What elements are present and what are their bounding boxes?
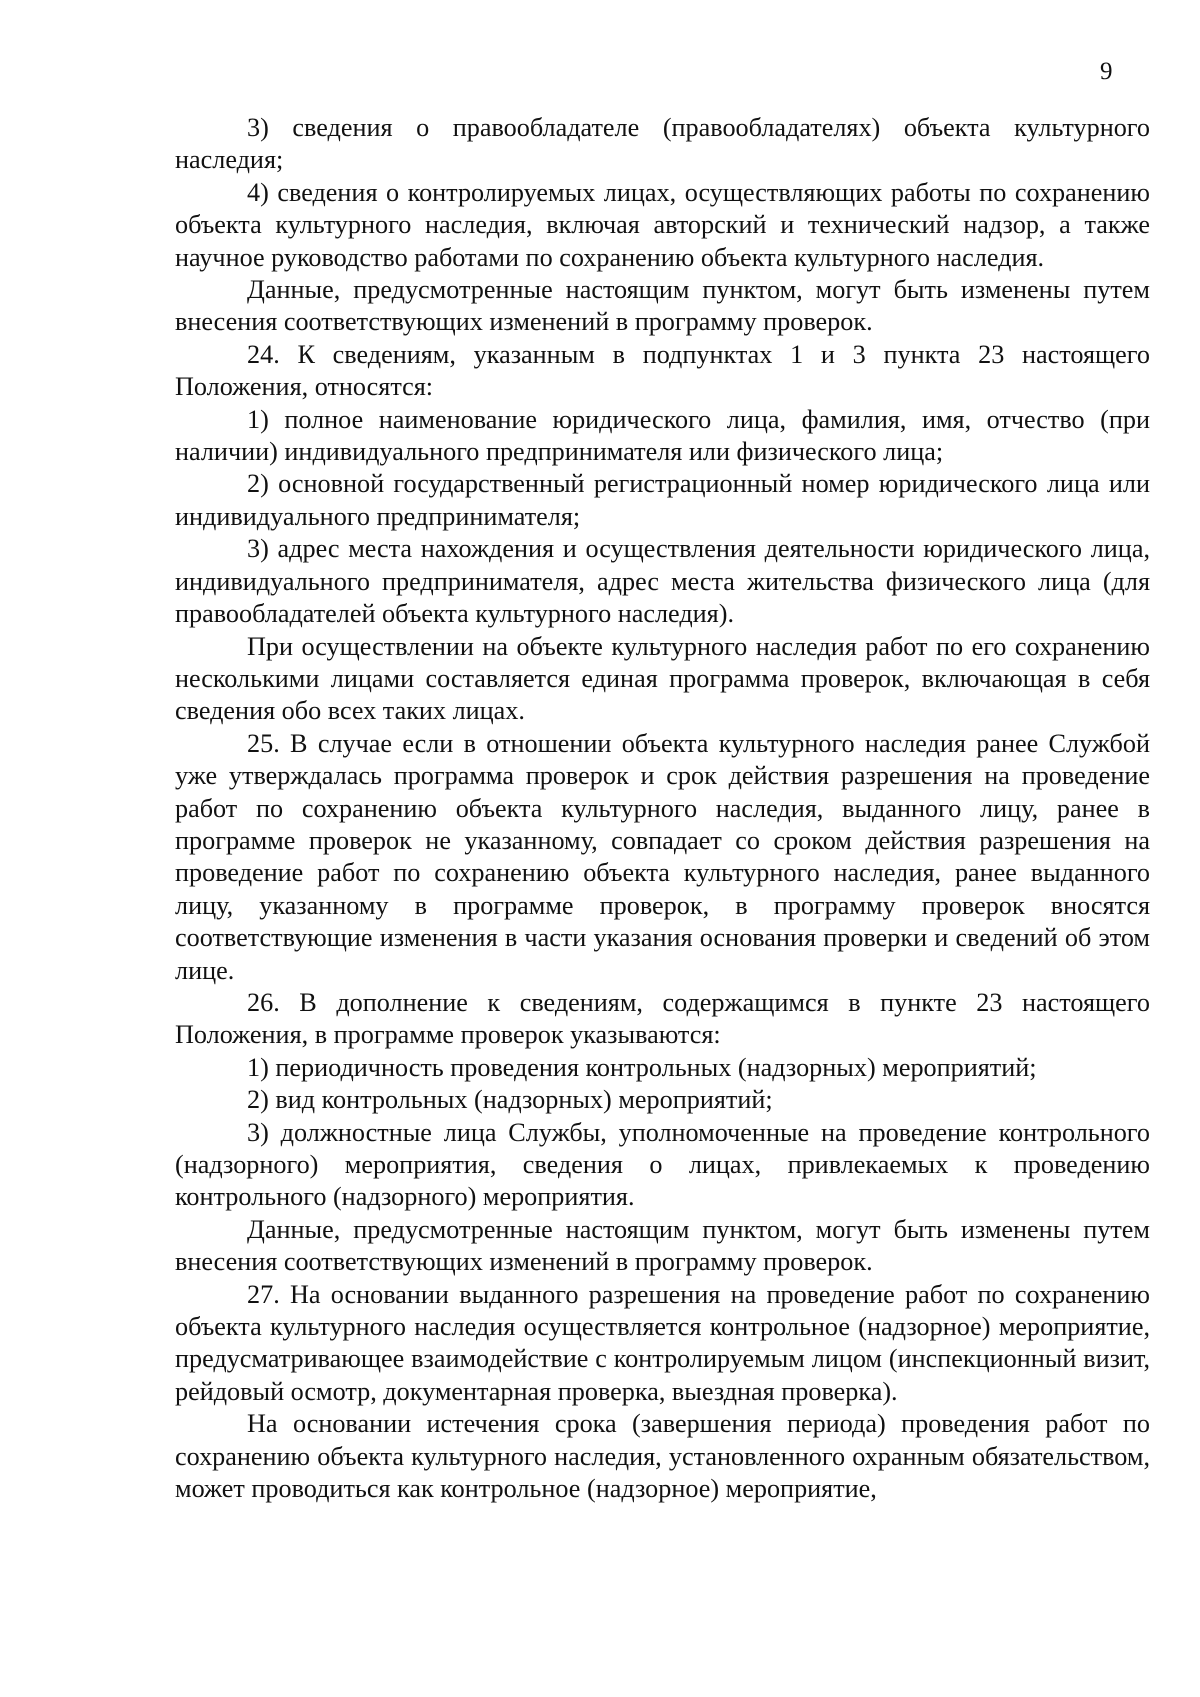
paragraph-subitem-3-rightholder: 3) сведения о правообладателе (правообладателях) объекта культурного наследия;: [175, 113, 1150, 175]
paragraph-item-26-subitem-2: 2) вид контрольных (надзорных) мероприятий;: [247, 1085, 773, 1115]
paragraph-item-24-subitem-1: 1) полное наименование юридического лица, фамилия, имя, отчество (при наличии) индивидуального предпринимателя или физического лица;: [175, 404, 1150, 467]
paragraph-item-25: 25. В случае если в отношении объекта культурного наследия ранее Службой уже утверждалась программа проверок и срок действия разрешения на проведение работ по сохранению объекта культурного наследия, выданного лицу, ранее в программе проверок не указанному, совпадает со сроком действия разрешения на проведение работ по сохранению объекта культурного наследия, ранее выданного лицу, указанному в программе проверок, в программу проверок вносятся соответствующие изменения в части указания основания проверки и сведений об этом лице.: [175, 728, 1150, 985]
paragraph-single-program-note: При осуществлении на объекте культурного наследия работ по его сохранению несколькими лицами составляется единая программа проверок, включающая в себя сведения обо всех таких лицах.: [175, 631, 1150, 726]
paragraph-item-26: 26. В дополнение к сведениям, содержащимся в пункте 23 настоящего Положения, в программе проверок указываются:: [175, 987, 1150, 1050]
paragraph-item-27: 27. На основании выданного разрешения на проведение работ по сохранению объекта культурного наследия осуществляется контрольное (надзорное) мероприятие, предусматривающее взаимодействие с контролируемым лицом (инспекционный визит, рейдовый осмотр, документарная проверка, выездная проверка).: [175, 1279, 1150, 1406]
paragraph-data-changes-note-2: Данные, предусмотренные настоящим пунктом, могут быть изменены путем внесения соответствующих изменений в программу проверок.: [175, 1214, 1150, 1277]
page-number: 9: [1100, 58, 1113, 85]
paragraph-item-24: 24. К сведениям, указанным в подпунктах 1 и 3 пункта 23 настоящего Положения, относятся:: [175, 339, 1150, 402]
paragraph-item-27-continuation: На основании истечения срока (завершения периода) проведения работ по сохранению объекта культурного наследия, установленного охранным обязательством, может проводиться как контрольное (надзорное) мероприятие,: [175, 1409, 1150, 1504]
paragraph-item-24-subitem-3: 3) адрес места нахождения и осуществления деятельности юридического лица, индивидуального предпринимателя, адрес места жительства физического лица (для правообладателей объекта культурного наследия).: [175, 534, 1150, 629]
paragraph-item-26-subitem-3: 3) должностные лица Службы, уполномоченные на проведение контрольного (надзорного) мероприятия, сведения о лицах, привлекаемых к проведению контрольного (надзорного) мероприятия.: [175, 1117, 1150, 1212]
paragraph-item-24-subitem-2: 2) основной государственный регистрационный номер юридического лица или индивидуального предпринимателя;: [175, 469, 1150, 531]
document-body: [175, 112, 1150, 1505]
paragraph-subitem-4-controlled-persons: 4) сведения о контролируемых лицах, осуществляющих работы по сохранению объекта культурного наследия, включая авторский и технический надзор, а также научное руководство работами по сохранению объекта культурного наследия.: [175, 177, 1150, 272]
paragraph-item-26-subitem-1: 1) периодичность проведения контрольных (надзорных) мероприятий;: [247, 1052, 1037, 1082]
paragraph-data-changes-note: Данные, предусмотренные настоящим пунктом, могут быть изменены путем внесения соответствующих изменений в программу проверок.: [175, 275, 1150, 337]
